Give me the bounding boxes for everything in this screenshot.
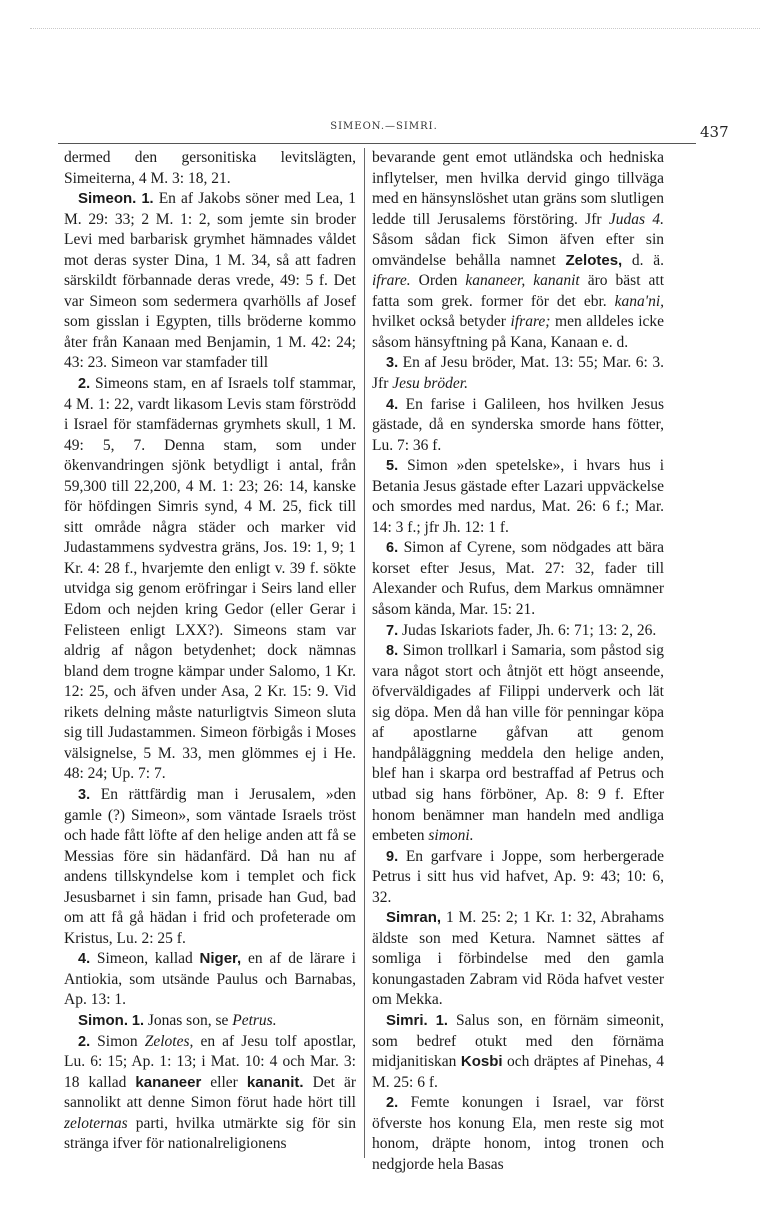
simon-sense-9: 9. En garfvare i Joppe, som herbergerade Petrus i sitt hus vid hafvet, Ap. 9: 43; 10: 6, 32. (372, 847, 664, 906)
simon-sense-2: 2. Simon Zelotes, en af Jesu tolf apostlar, Lu. 6: 15; Ap. 1: 13; i Mat. 10: 4 och Mar. 3: 18 kallad kananeer eller kananit. Det är sannolikt att denne Simon förut hade hört till zeloternas parti, hvilka utmärkte sig för sin stränga ifver för nationalreligionens (64, 1032, 356, 1153)
simon-sense-5: 5. Simon »den spetelske», i hvars hus i Betania Jesus gästade efter Lazari uppväckelse och smordes med nardus, Mat. 26: 6 f.; Mar. 14: 3 f.; jfr Jh. 12: 1 f. (372, 457, 665, 536)
column-divider (364, 148, 365, 1158)
entry-simeon: Simeon. 1. En af Jakobs söner med Lea, 1 M. 29: 33; 2 M. 1: 2, som jemte sin broder Levi med barbarisk grymhet hämnades våldet mot deras syster Dina, 1 M. 34, så att fadren särskildt förbannade deras vrede, 49: 5 f. Det var Simeon som sedermera qvarhölls af Josef som gisslan i Egypten, tills bröderne kommo åter från Kanaan med Benjamin, 1 M. 42: 24; 43: 23. Simeon var stamfader till (64, 190, 356, 372)
page-number: 437 (700, 123, 729, 141)
simon-sense-7: 7. Judas Iskariots fader, Jh. 6: 71; 13: 2, 26. (386, 621, 657, 639)
left-column (64, 148, 356, 1158)
paragraph-continuation-right: bevarande gent emot utländska och hedniska inflytelser, men hvilka dervid gingo tillväga med en hänsynslöshet utan gräns som slutligen ledde till Jerusalems förstöring. Jfr Judas 4. Såsom sådan fick Simon äfven efter sin omvändelse behålla namnet Zelotes, d. ä. ifrare. Orden kananeer, kananit äro bäst att fatta som grek. former för det ebr. kana'ni, hvilket också betyder ifrare; men alldeles icke såsom hänsyftning på Kana, Kanaan e. d. (372, 149, 665, 351)
simeon-sense-4: 4. Simeon, kallad Niger, en af de lärare i Antiokia, som utsände Paulus och Barnabas, Ap. 13: 1. (64, 950, 356, 1009)
simon-sense-4: 4. En farise i Galileen, hos hvilken Jesus gästade, då en synderska smorde hans fötter, Lu. 7: 36 f. (372, 395, 664, 454)
simeon-sense-2: 2. Simeons stam, en af Israels tolf stammar, 4 M. 1: 22, vardt likasom Levis stam förströdd i Israel för stamfädernas grymhets skull, 1 M. 49: 5, 7. Denna stam, som under ökenvandringen sjönk betydligt i antal, från 59,300 till 22,200, 4 M. 1: 23; 26: 14, kanske för höfdingen Simris synd, 4 M. 25, fick till sitt område några städer och marker vid Judastammens sydvestra gräns, Jos. 19: 1, 9; 1 Kr. 4: 28 f., hvarjemte den enligt v. 39 f. sökte utvidga sig genom eröfringar i Seirs land eller Edom och nejden kring Gedor (eller Gerar i Felisteen enligt LXX?). Simeons stam var aldrig af någon betydenhet; dock nämnas bland dem trogne kämpar under Salomo, 1 Kr. 12: 25, och äfven under Asa, 2 Kr. 15: 9. Vid rikets delning måste naturligtvis Simeon sluta sig till Judastammen. Simeon förbigås i Moses välsignelse, 5 M. 33, men glömmes ej i He. 48: 24; Up. 7: 7. (64, 375, 356, 783)
right-column (372, 148, 665, 1173)
running-head: SIMEON.—SIMRI. (330, 121, 438, 132)
simon-sense-3: 3. En af Jesu bröder, Mat. 13: 55; Mar. 6: 3. Jfr Jesu bröder. (372, 354, 665, 393)
header-rule (58, 143, 696, 144)
headword-simri: Simri. (386, 1011, 428, 1029)
simon-sense-6: 6. Simon af Cyrene, som nödgades att bära korset efter Jesus, Mat. 27: 32, fader till Alexander och Rufus, dem Markus omnämner såsom kända, Mar. 15: 21. (372, 539, 665, 619)
headword-simran: Simran, (386, 909, 442, 927)
top-dotted-rule (30, 28, 760, 29)
entry-simon: Simon. 1. Jonas son, se Petrus. (78, 1011, 277, 1029)
simeon-sense-3: 3. En rättfärdig man i Jerusalem, »den gamle (?) Simeon», som väntade Israels tröst och hade fått löfte af den helige anden att få se Messias före sin hädanfärd. Då han nu af andens tillskyndelse kom i templet och fick Jesusbarnet i sin famn, prisade han Gud, bad om att få gå hädan i frid och profeterade om Kristus, Lu. 2: 25 f. (64, 785, 357, 947)
paragraph-continuation: dermed den gersonitiska levitslägten, Simeiterna, 4 M. 3: 18, 21. (64, 149, 356, 187)
headword-simon: Simon. (78, 1011, 129, 1029)
entry-simri: Simri. 1. Salus son, en förnäm simeonit, som bedref otukt med den förnäma midjanitiskan Kosbi och dräptes af Pinehas, 4 M. 25: 6 f. (372, 1011, 664, 1091)
simon-sense-8: 8. Simon trollkarl i Samaria, som påstod sig vara något stort och åtnjöt ett högt anseende, öfverväldigades af Filippi underverk och lät sig döpa. Men då han ville för penningar köpa af apostlarne gåfvan att genom handpåläggning meddela den helige anden, blef han i skarpa ord bestraffad af Petrus och utbad sig hans förböner, Ap. 8: 9 f. Efter honom benämner man handeln med andliga embeten simoni. (372, 642, 664, 845)
simri-sense-2: 2. Femte konungen i Israel, var först öfverste hos konung Ela, men reste sig mot honom, dräpte honom, intog tronen och nedgjorde hela Basas (372, 1094, 665, 1173)
headword-simeon: Simeon. (78, 190, 137, 208)
entry-simran: Simran, 1 M. 25: 2; 1 Kr. 1: 32, Abrahams äldste son med Ketura. Namnet sättes af somliga i förbindelse med den gamla konungastaden Zabram vid Röda hafvet vester om Mekka. (372, 909, 664, 1009)
